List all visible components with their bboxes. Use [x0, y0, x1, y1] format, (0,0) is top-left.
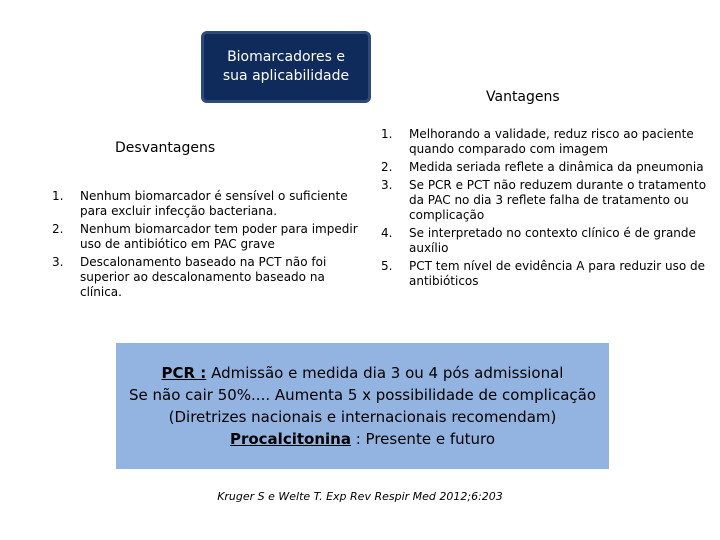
item-number: 2.: [381, 160, 393, 174]
summary-line-4-text: : Presente e futuro: [350, 430, 496, 448]
disadvantages-list: [52, 189, 370, 303]
title-line-2: sua aplicabilidade: [222, 68, 350, 84]
title-box: [201, 31, 371, 103]
item-number: 1.: [381, 127, 393, 141]
item-text: Se interpretado no contexto clínico é de grande auxílio: [409, 226, 696, 255]
list-item: [52, 222, 370, 252]
item-number: 2.: [52, 222, 64, 236]
item-text: Nenhum biomarcador tem poder para impedir uso de antibiótico em PAC grave: [80, 222, 358, 251]
item-text: Melhorando a validade, reduz risco ao paciente quando comparado com imagem: [409, 127, 694, 156]
item-number: 3.: [381, 178, 393, 192]
list-item: [381, 127, 717, 157]
summary-line-1-text: Admissão e medida dia 3 ou 4 pós admissional: [206, 364, 564, 382]
summary-line-3: (Diretrizes nacionais e internacionais recomendam): [168, 408, 557, 426]
item-text: Medida seriada reflete a dinâmica da pneumonia: [409, 160, 704, 174]
summary-line-2: Se não cair 50%.... Aumenta 5 x possibilidade de complicação: [128, 386, 596, 404]
summary-line-4: [230, 428, 495, 450]
list-item: [381, 178, 717, 223]
list-item: [52, 189, 370, 219]
item-text: Se PCR e PCT não reduzem durante o tratamento da PAC no dia 3 reflete falha de tratamento ou complicação: [409, 178, 707, 222]
procalcitonina-label: Procalcitonina: [229, 430, 351, 448]
item-text: Nenhum biomarcador é sensível o suficiente para excluir infecção bacteriana.: [80, 189, 348, 218]
title-line-1: Biomarcadores e: [227, 49, 345, 65]
item-number: 4.: [381, 226, 393, 240]
pcr-label: PCR :: [161, 364, 207, 382]
list-item: [381, 160, 717, 175]
summary-line-1: [162, 362, 564, 384]
citation: Kruger S e Welte T. Exp Rev Respir Med 2012;6:203: [217, 490, 503, 503]
item-text: Descalonamento baseado na PCT não foi superior ao descalonamento baseado na clínica.: [80, 255, 327, 299]
list-item: [52, 255, 370, 300]
item-number: 3.: [52, 255, 64, 269]
disadvantages-heading: Desvantagens: [115, 140, 216, 156]
list-item: [381, 226, 717, 256]
item-text: PCT tem nível de evidência A para reduzir uso de antibióticos: [409, 259, 706, 288]
advantages-list: [381, 127, 717, 292]
summary-box: [116, 343, 609, 469]
item-number: 5.: [381, 259, 393, 273]
advantages-heading: Vantagens: [486, 89, 560, 105]
item-number: 1.: [52, 189, 64, 203]
list-item: [381, 259, 717, 289]
